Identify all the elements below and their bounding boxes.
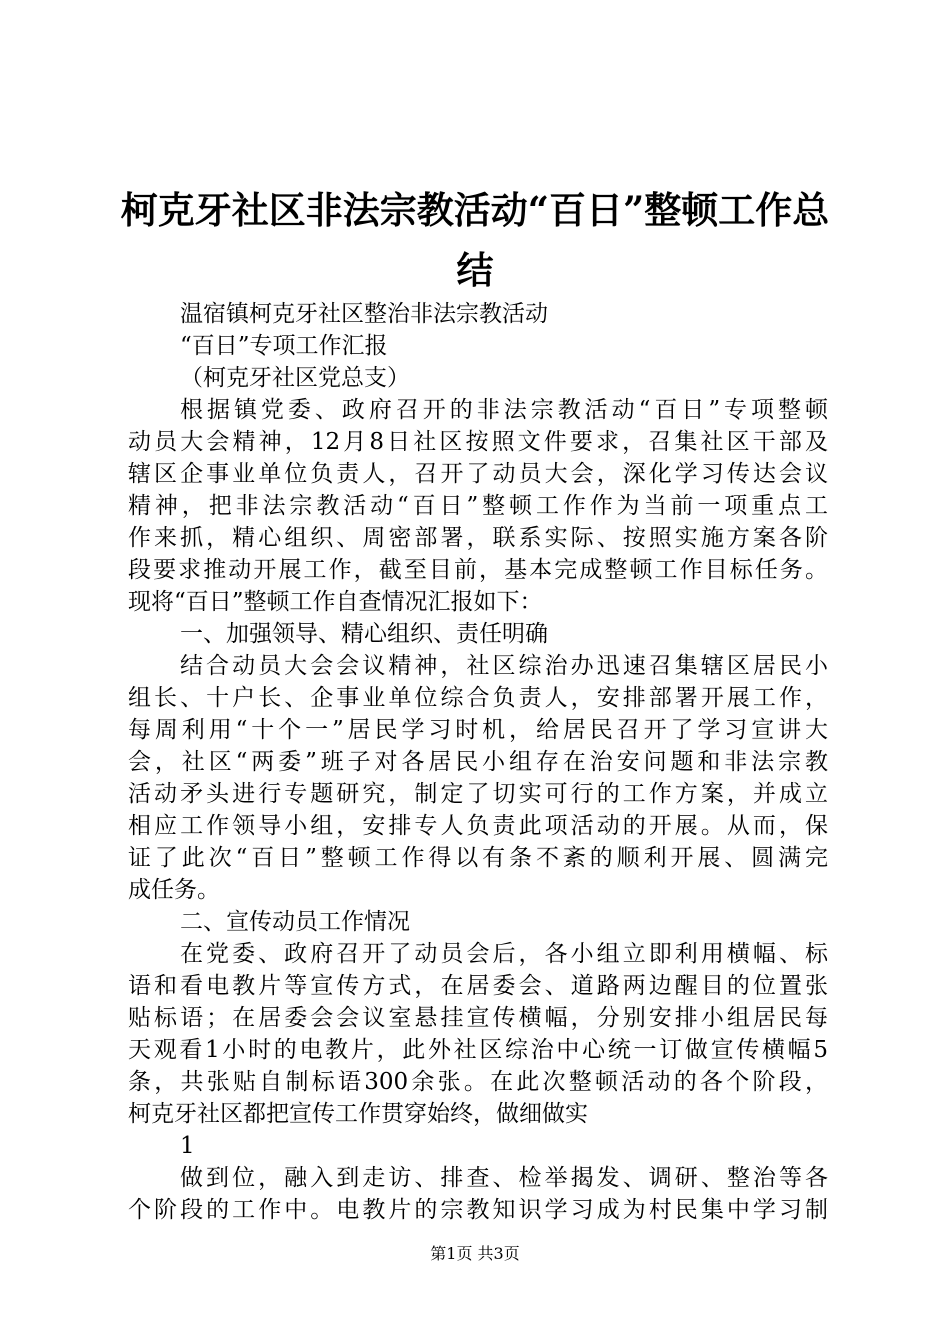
document-title-line-1: 柯克牙社区非法宗教活动“百日”整顿工作总	[120, 188, 830, 232]
text-line: 结合动员大会会议精神，社区综治办迅速召集辖区居民小	[180, 653, 828, 679]
text-line: 个阶段的工作中。电教片的宗教知识学习成为村民集中学习制	[128, 1197, 828, 1223]
text-line: 证了此次“百日”整顿工作得以有条不紊的顺利开展、圆满完	[128, 845, 828, 871]
text-line: 成任务。	[128, 877, 220, 903]
text-line: 作来抓，精心组织、周密部署，联系实际、按照实施方案各阶	[128, 525, 828, 551]
text-line: 辖区企事业单位负责人，召开了动员大会，深化学习传达会议	[128, 461, 828, 487]
text-line: 温宿镇柯克牙社区整治非法宗教活动	[180, 301, 548, 327]
text-line: 柯克牙社区都把宣传工作贯穿始终，做细做实	[128, 1101, 588, 1127]
page-marker: 1	[180, 1133, 195, 1159]
text-line: 会，社区“两委”班子对各居民小组存在治安问题和非法宗教	[128, 749, 828, 775]
text-line: 段要求推动开展工作，截至目前，基本完成整顿工作目标任务。	[128, 557, 828, 583]
text-line: 一、加强领导、精心组织、责任明确	[180, 621, 548, 647]
document-title-line-2: 结	[456, 248, 494, 292]
text-line: （柯克牙社区党总支）	[180, 365, 410, 391]
text-line: 现将“百日”整顿工作自查情况汇报如下：	[128, 589, 543, 615]
text-line: 相应工作领导小组，安排专人负责此项活动的开展。从而，保	[128, 813, 828, 839]
page-footer: 第1页 共3页	[430, 1244, 520, 1263]
text-line: 在党委、政府召开了动员会后，各小组立即利用横幅、标	[180, 941, 828, 967]
text-line: 动员大会精神，12月8日社区按照文件要求，召集社区干部及	[128, 429, 828, 455]
text-line: 天观看1小时的电教片，此外社区综治中心统一订做宣传横幅5	[128, 1037, 828, 1063]
document-body	[128, 298, 828, 1226]
text-line: 条，共张贴自制标语300余张。在此次整顿活动的各个阶段，	[128, 1069, 828, 1095]
text-line: 二、宣传动员工作情况	[180, 909, 410, 935]
text-line: 语和看电教片等宣传方式，在居委会、道路两边醒目的位置张	[128, 973, 828, 999]
text-line: 组长、十户长、企事业单位综合负责人，安排部署开展工作，	[128, 685, 828, 711]
text-line: 活动矛头进行专题研究，制定了切实可行的工作方案，并成立	[128, 781, 828, 807]
text-line: 根据镇党委、政府召开的非法宗教活动“百日”专项整顿	[180, 397, 828, 423]
text-line: 贴标语；在居委会会议室悬挂宣传横幅，分别安排小组居民每	[128, 1005, 828, 1031]
text-line: 做到位，融入到走访、排查、检举揭发、调研、整治等各	[180, 1165, 828, 1191]
text-line: 每周利用“十个一”居民学习时机，给居民召开了学习宣讲大	[128, 717, 828, 743]
text-line: 精神，把非法宗教活动“百日”整顿工作作为当前一项重点工	[128, 493, 828, 519]
text-line: “百日”专项工作汇报	[180, 333, 388, 359]
